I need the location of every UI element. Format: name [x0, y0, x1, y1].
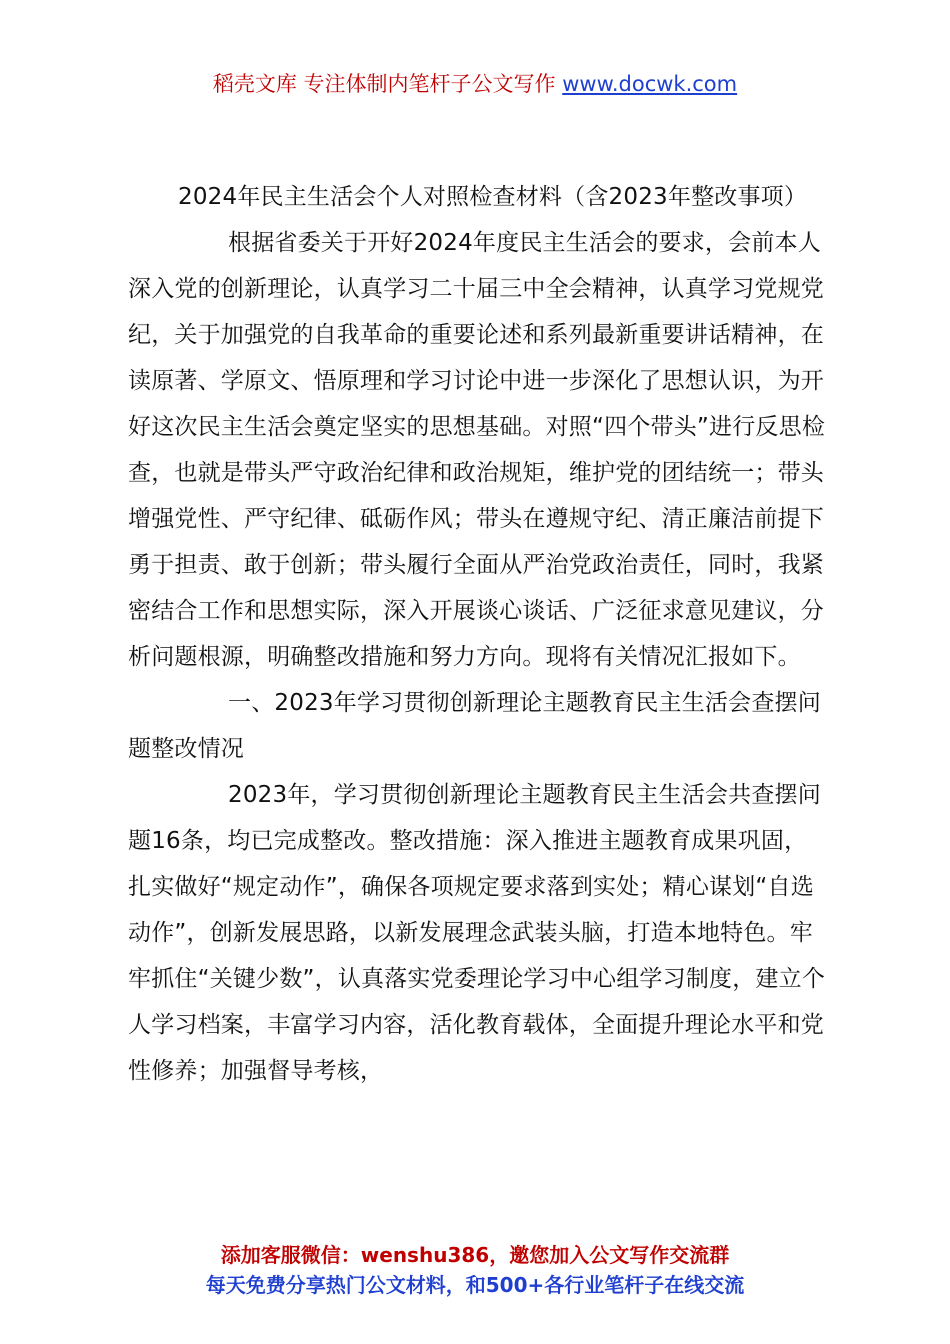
header-url-link[interactable]: www.docwk.com	[562, 72, 738, 96]
document-title: 2024年民主生活会个人对照检查材料（含2023年整改事项）	[178, 184, 808, 210]
document-body	[128, 174, 828, 1094]
paragraph-rectification: 2023年，学习贯彻创新理论主题教育民主生活会共查摆问题16条，均已完成整改。整改措施：深入推进主题教育成果巩固，扎实做好“规定动作”，确保各项规定要求落到实处；精心谋划“自选动作”，创新发展思路，以新发展理念武装头脑，打造本地特色。牢牢抓住“关键少数”，认真落实党委理论学习中心组学习制度，建立个人学习档案，丰富学习内容，活化教育载体，全面提升理论水平和党性修养；加强督导考核，	[128, 782, 826, 1084]
footer-wechat-line: 添加客服微信：wenshu386，邀您加入公文写作交流群	[220, 1243, 730, 1267]
section-heading: 一、2023年学习贯彻创新理论主题教育民主生活会查摆问题整改情况	[128, 690, 821, 762]
paragraph-intro: 根据省委关于开好2024年度民主生活会的要求，会前本人深入党的创新理论，认真学习二十届三中全会精神，认真学习党规党纪，关于加强党的自我革命的重要论述和系列最新重要讲话精神，在读原著、学原文、悟原理和学习讨论中进一步深化了思想认识，为开好这次民主生活会奠定坚实的思想基础。对照“四个带头”进行反思检查，也就是带头严守政治纪律和政治规矩，维护党的团结统一；带头增强党性、严守纪律、砥砺作风；带头在遵规守纪、清正廉洁前提下勇于担责、敢于创新；带头履行全面从严治党政治责任，同时，我紧密结合工作和思想实际，深入开展谈心谈话、广泛征求意见建议，分析问题根源，明确整改措施和努力方向。现将有关情况汇报如下。	[128, 230, 826, 670]
page-footer	[0, 1240, 950, 1300]
page-header	[0, 68, 950, 100]
footer-share-line: 每天免费分享热门公文材料，和500+各行业笔杆子在线交流	[205, 1273, 745, 1297]
header-brand: 稻壳文库 专注体制内笔杆子公文写作	[212, 72, 556, 96]
